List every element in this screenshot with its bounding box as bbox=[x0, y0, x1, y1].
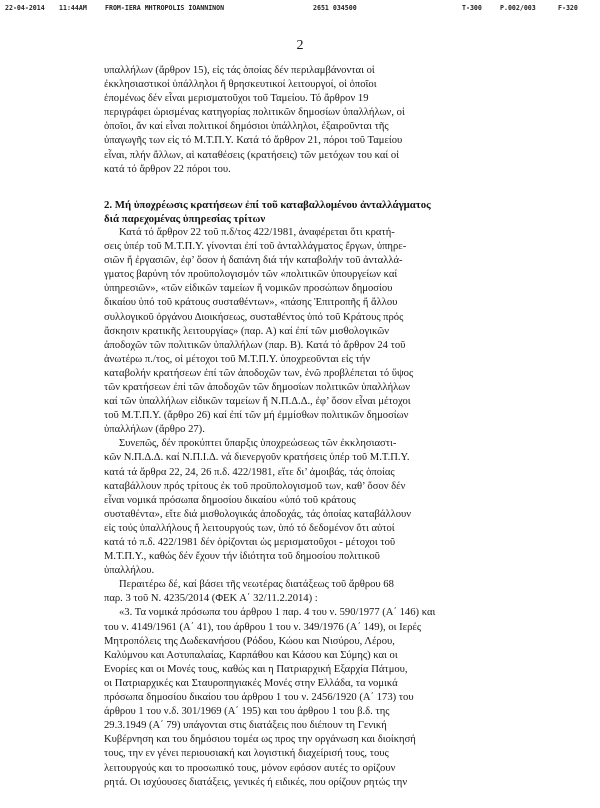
quote-line: λειτουργούς και το προσωπικό τους, μόνον εφόσον αυτές το ορίζουν bbox=[104, 762, 396, 774]
fax-time: 11:44AM bbox=[59, 4, 87, 12]
fax-phone: 2651 034500 bbox=[313, 4, 357, 12]
text-line: τῶν κρατήσεων ἐπί τῶν ἀποδοχῶν τῶν δημοσίων πολιτικῶν ὑπαλλήλων bbox=[104, 381, 411, 393]
text-line: Συνεπῶς, δέν προκύπτει ὕπαρξις ὑποχρεώσεως τῶν ἐκκλησιαστι- bbox=[119, 438, 397, 450]
text-line: κατά τό ἄρθρον 22 πόροι του. bbox=[104, 163, 231, 175]
quote-line: Μητροπόλεις της Δωδεκανήσου (Ρόδου, Κώου και Νισύρου, Λέρου, bbox=[104, 635, 395, 647]
text-line: εἶναι, πλήν ἄλλων, αἱ καταθέσεις (κρατήσεις) τῶν μετόχων του καί οἱ bbox=[104, 149, 400, 161]
text-line: καταβολήν κρατήσεων ἐπί τῶν ἀποδοχῶν των, ἐνῶ προβλέπεται τό ὕψος bbox=[104, 367, 414, 379]
quote-line: τους, την εν γένει περιουσιακή και λογιστική διαχείρισή τους, τους bbox=[104, 748, 389, 760]
quote-line: Ενορίες και οι Μονές τους, καθώς και η Πατριαρχική Εξαρχία Πάτμου, bbox=[104, 663, 408, 675]
text-line: ἑπομένως δέν εἶναι μερισματοῦχοι τοῦ Ταμείου. Τό ἄρθρον 19 bbox=[104, 93, 369, 105]
text-line: δικαίου ὑπό τοῦ κράτους συσταθέντων», «πάσης Ἐπιτροπῆς ἤ ἄλλου bbox=[104, 297, 398, 309]
fax-date: 22-04-2014 bbox=[5, 4, 45, 12]
text-line: Περαιτέρω δέ, καί βάσει τῆς νεωτέρας διατάξεως τοῦ ἄρθρου 68 bbox=[119, 579, 394, 591]
text-line: συσταθέντα», εἴτε διά μισθολογικάς ἀποδοχάς, τάς ὁποίας καταβάλλουν bbox=[104, 508, 412, 520]
section-heading-line: διά παρεχομένας ὑπηρεσίας τρίτων bbox=[104, 212, 266, 225]
quote-line: άρθρου 1 του ν.δ. 301/1969 (Α΄ 195) και του άρθρου 1 του β.δ. της bbox=[104, 706, 390, 718]
text-line: γματος βαρύνη τόν προϋπολογισμόν τῶν «πολιτικῶν ὑπουργείων καί bbox=[104, 269, 398, 281]
text-line: ἄσκησιν κρατικῆς λειτουργίας» (παρ. Α) καί ἐπί τῶν μισθολογικῶν bbox=[104, 325, 390, 337]
quote-line: «3. Τα νομικά πρόσωπα του άρθρου 1 παρ. 4 του ν. 590/1977 (Α΄ 146) και bbox=[119, 607, 436, 619]
document-body bbox=[104, 64, 496, 790]
text-line: κῶν Ν.Π.Δ.Δ. καί Ν.Π.Ι.Δ. νά διενεργοῦν κρατήσεις ὑπέρ τοῦ Μ.Τ.Π.Υ. bbox=[104, 452, 410, 464]
text-line: ἀνωτέρω π./τος, οἱ μέτοχοι τοῦ Μ.Τ.Π.Υ. ὑποχρεοῦνται εἰς τήν bbox=[104, 353, 371, 365]
paragraph-block-1 bbox=[104, 64, 496, 177]
text-line: σιῶν ἤ ἐργασιῶν, ἐφ’ ὅσον ἡ δαπάνη διά τήν καταβολήν τοῦ ἀνταλλά- bbox=[104, 255, 403, 267]
text-line: ὑπηρεσιῶν», «τῶν εἰδικῶν ταμείων ἤ νομικῶν προσώπων δημοσίου bbox=[104, 283, 393, 295]
section-heading bbox=[104, 198, 496, 226]
text-line: ὑπαγωγῆς των εἰς τό Μ.Τ.Π.Υ. Κατά τό ἄρθρον 21, πόροι τοῦ Ταμείου bbox=[104, 135, 403, 147]
text-line: παρ. 3 τοῦ Ν. 4235/2014 (ΦΕΚ Α΄ 32/11.2.2014) : bbox=[104, 593, 318, 605]
paragraph-block-3 bbox=[104, 437, 496, 578]
text-line: ὑπαλλήλων (ἄρθρο 27). bbox=[104, 424, 205, 436]
quote-line: 29.3.1949 (Α΄ 79) υπάγονται στις διατάξεις που διέπουν τη Γενική bbox=[104, 720, 387, 732]
text-line: υπαλλήλων (ἄρθρον 15), εἰς τάς ὁποίας δέν περιλαμβάνονται οἱ bbox=[104, 65, 375, 76]
text-line: ἀποδοχῶν τῶν πολιτικῶν ὑπαλλήλων (παρ. Β). Κατά τό ἄρθρον 24 τοῦ bbox=[104, 339, 406, 351]
fax-transmission-header bbox=[5, 4, 595, 16]
fax-code: T-300 bbox=[462, 4, 482, 12]
quote-line: οι Πατριαρχικές και Σταυροπηγιακές Μονές στην Ελλάδα, τα νομικά bbox=[104, 677, 398, 689]
paragraph-block-2 bbox=[104, 226, 496, 437]
text-line: τοῦ Μ.Τ.Π.Υ. (ἄρθρο 26) καί ἐπί τῶν μή ἐμμίσθων πολιτικῶν δημοσίων bbox=[104, 410, 409, 422]
fax-sender: FROM-IERA MHTROPOLIS IOANNINON bbox=[105, 4, 225, 12]
quote-line: Καλύμνου και Αστυπαλαίας, Καρπάθου και Κάσου και Σύμης) και οι bbox=[104, 649, 398, 661]
section-heading-line: 2. Μή ὑποχρέωσις κρατήσεων ἐπί τοῦ καταβαλλομένου ἀνταλλάγματος bbox=[104, 198, 431, 211]
text-line: Κατά τό ἄρθρον 22 τοῦ π.δ/τος 422/1981, ἀναφέρεται ὅτι κρατή- bbox=[119, 226, 395, 238]
quote-line: του ν. 4149/1961 (Α΄ 41), του άρθρου 1 του ν. 349/1976 (Α΄ 149), οι Ιερές bbox=[104, 621, 422, 633]
paragraph-block-4 bbox=[104, 578, 496, 789]
quote-line: Κυβέρνηση και του δημόσιου τομέα ως προς την οργάνωση και διοίκησή bbox=[104, 734, 416, 746]
text-line: κατά τό π.δ. 422/1981 δέν ὁρίζονται ὡς μερισματοῦχοι - μέτοχοι τοῦ bbox=[104, 537, 396, 548]
page-number: 2 bbox=[296, 38, 304, 53]
text-line: Μ.Τ.Π.Υ., καθώς δέν ἔχουν τήν ἰδιότητα τοῦ δημοσίου πολιτικοῦ bbox=[104, 551, 380, 563]
text-line: σεις ὑπέρ τοῦ Μ.Τ.Π.Υ. γίνονται ἐπί τοῦ ἀνταλλάγματος ἔργων, ὑπηρε- bbox=[104, 241, 407, 253]
text-line: εἰς τούς ὑπαλλήλους ἤ λειτουργούς των, ὑπό τό δεδομένον ὅτι αὐτοί bbox=[104, 522, 395, 534]
text-line: περιγράφει ὡρισμένας κατηγορίας πολιτικῶν δημοσίων ὑπαλλήλων, οἱ bbox=[104, 107, 405, 119]
text-line: συλλογικοῦ ὀργάνου Διοικήσεως, συσταθέντος ὑπό τοῦ Κράτους πρός bbox=[104, 311, 404, 323]
quote-line: ρητά. Οι ισχύουσες διατάξεις, γενικές ή ειδικές, που ορίζουν ρητώς την bbox=[104, 776, 408, 788]
quote-line: πρόσωπα δημοσίου δικαίου του άρθρου 1 του ν. 2456/1920 (Α΄ 173) του bbox=[104, 692, 414, 704]
text-line: εἶναι νομικά πρόσωπα δημοσίου δικαίου «ὑπό τοῦ κράτους bbox=[104, 494, 356, 506]
fax-form: F-320 bbox=[558, 4, 578, 12]
text-line: καί τῶν ὑπαλλήλων εἰδικῶν ταμείων ἤ Ν.Π.Δ.Δ., ἐφ’ ὅσον εἶναι μέτοχοι bbox=[104, 396, 411, 408]
text-line: καταβάλλουν πρός τρίτους ἐκ τοῦ προϋπολογισμοῦ των, καθ’ ὅσον δέν bbox=[104, 480, 406, 492]
text-line: ὁποῖοι, ἄν καί εἶναι πολιτικοί δημόσιοι ὑπάλληλοι, ἐξαιροῦνται τῆς bbox=[104, 121, 389, 133]
text-line: κατά τά ἄρθρα 22, 24, 26 π.δ. 422/1981, εἴτε δι’ ἀμοιβάς, τάς ὁποίας bbox=[104, 466, 395, 478]
fax-pages: P.002/003 bbox=[500, 4, 536, 12]
text-line: ἐκκλησιαστικοί ὑπάλληλοι ἤ θρησκευτικοί λειτουργοί, οἱ ὁποῖοι bbox=[104, 79, 377, 91]
text-line: ὑπαλλήλου. bbox=[104, 565, 155, 577]
